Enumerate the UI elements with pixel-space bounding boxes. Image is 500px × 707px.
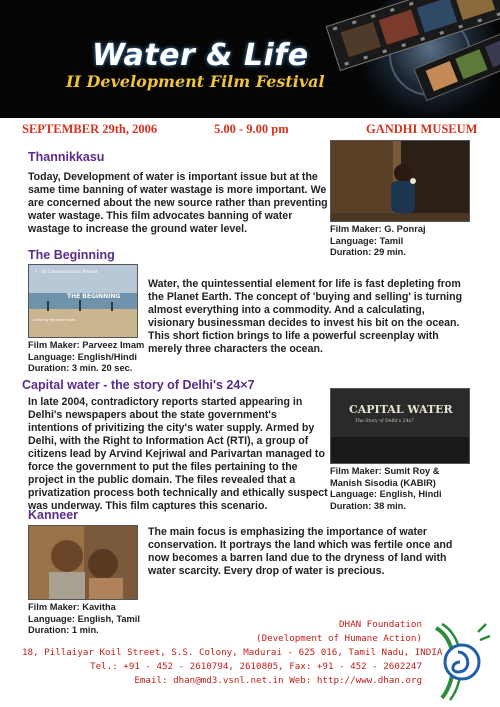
film-still-kanneer [28,525,138,600]
film-description-kanneer: The main focus is emphasizing the importance of water conservation. It portrays the land which was fertile once and now becomes a barren land due to the dryness of land with water scarcity. Every drop of water is precious. [148,526,453,577]
org-contact: Email: dhan@md3.vsnl.net.in Web: http://www.dhan.org [134,675,422,686]
film-maker: Film Maker: Sumit Roy & [330,466,440,476]
capital-water-title-card [331,389,470,464]
film-title-capital-water: Capital water - the story of Delhi's 24×7 [22,378,255,392]
film-maker-2: Manish Sisodia (KABIR) [330,477,436,488]
film-description-capital-water: In late 2004, contradictory reports started appearing in Delhi's newspapers about the state government's intentions of privitizing the city's water supply. Armed by Delhi, with the Right to Information Act (RTI), a group of citizens lead by Arvind Kejriwal and Parivartan managed to force the government to put the files pertaining to the project in the public domain. The files revealed that a privatization process both technically and ethically suspect was underway. This film captures this scenario. [28,396,328,512]
film-title-the-beginning: The Beginning [28,248,115,262]
film-description-the-beginning: Water, the quintessential element for life is fast depleting from the Planet Earth. The concept of 'buying and selling' is turning almost everything into a commodity. And a calculating, visionary businessman decides to invest his bit on the ocean. This short fiction brings to life a powerful screenplay with merely three characters the ocean. [148,278,463,355]
film-details-the-beginning [28,340,144,375]
film-maker: Film Maker: G. Ponraj [330,224,426,234]
festival-title: Water & Life [92,38,309,73]
film-details-capital-water [330,466,442,512]
org-name: DHAN Foundation [339,619,422,630]
film-maker: Film Maker: Parveez Imam [28,340,145,350]
film-title-kanneer: Kanneer [28,508,79,522]
film-details-thannikkasu [330,224,426,259]
festival-subtitle: II Development Film Festival [66,72,325,91]
film-duration: Duration: 29 min. [330,247,406,257]
film-language: Language: English, Tamil [28,613,140,624]
film-language: Language: English, Hindi [330,489,442,499]
person-at-wall-image [331,141,470,222]
header-banner [0,0,500,118]
beach-image [29,265,138,338]
film-maker: Film Maker: Kavitha [28,602,116,612]
film-still-capital-water [330,388,470,464]
film-reel-graphic [280,0,500,118]
film-language: Language: English/Hindi [28,351,137,362]
event-time: 5.00 - 9.00 pm [214,122,289,136]
film-duration: Duration: 38 min. [330,500,406,511]
org-address: 18, Pillaiyar Koil Street, S.S. Colony, Madurai - 625 016, Tamil Nadu, INDIA [22,647,443,658]
still-sub-text: The Story of Delhi's 24x7 [355,419,414,424]
still-caption-text: CAPITAL WATER [349,403,453,416]
film-still-the-beginning [28,264,138,338]
film-language: Language: Tamil [330,235,404,246]
children-image [29,526,138,600]
still-top-text: F - 20 Communications Present [35,269,98,274]
organization-footer [22,618,443,688]
org-full-name: (Development of Humane Action) [256,633,422,644]
film-description-thannikkasu: Today, Development of water is important issue but at the same time banning of water wastage is more important. We are concerned about the new source rather than preventing water wastage. This film advocates banning of water wastage to increase the ground water level. [28,171,328,235]
event-date: SEPTEMBER 29th, 2006 [22,122,158,136]
dhan-logo-icon [428,618,494,702]
film-duration: Duration: 1 min. [28,625,99,635]
org-phone: Tel.: +91 - 452 - 2610794, 2610805, Fax: +91 - 452 - 2602247 [90,661,422,672]
film-title-thannikkasu: Thannikkasu [28,150,105,164]
film-still-thannikkasu [330,140,470,222]
event-venue: GANDHI MUSEUM [366,122,478,136]
film-duration: Duration: 3 min. 20 sec. [28,363,133,373]
still-caption-text: THE BEGINNING [67,293,121,300]
still-credit-text: a film by Parveez Imam [33,318,76,322]
